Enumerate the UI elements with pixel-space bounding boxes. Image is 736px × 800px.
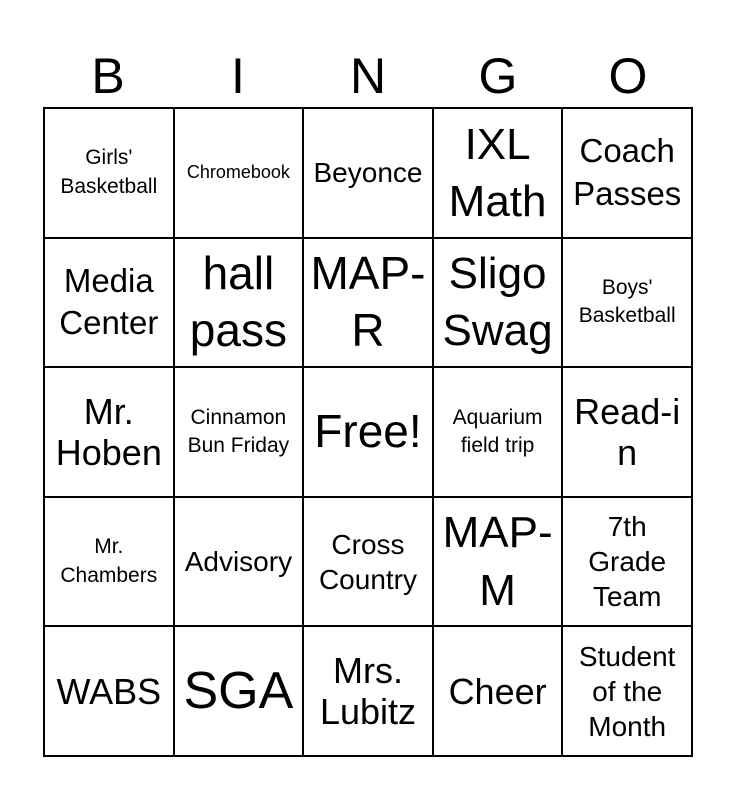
bingo-cell[interactable] (434, 239, 564, 369)
bingo-cell[interactable] (175, 109, 305, 239)
bingo-cell[interactable] (45, 627, 175, 757)
cell-label: hall pass (189, 246, 287, 357)
bingo-cell[interactable] (175, 368, 305, 498)
bingo-cell[interactable] (563, 627, 693, 757)
bingo-cell[interactable] (304, 109, 434, 239)
cell-label: Cross Country (318, 528, 417, 595)
cell-label: Cheer (448, 670, 547, 712)
cell-label: IXL Math (448, 119, 547, 226)
bingo-cell[interactable] (434, 368, 564, 498)
cell-label: Boys' Basketball (578, 276, 676, 328)
cell-label: Mr. Chambers (60, 535, 158, 587)
bingo-cell[interactable] (304, 627, 434, 757)
bingo-cell[interactable] (45, 368, 175, 498)
cell-label: Advisory (184, 546, 293, 578)
bingo-cell[interactable] (45, 239, 175, 369)
cell-label: MAP-M (442, 508, 553, 615)
bingo-cell[interactable] (45, 498, 175, 628)
cell-label: SGA (183, 661, 294, 720)
header-letter-o: O (608, 48, 648, 104)
cell-label: Mr. Hoben (55, 390, 162, 473)
bingo-cell[interactable] (434, 498, 564, 628)
cell-label: Aquarium field trip (452, 405, 543, 457)
bingo-cell[interactable] (175, 627, 305, 757)
cell-label: Media Center (59, 261, 159, 342)
bingo-header (43, 46, 693, 106)
bingo-cell[interactable] (304, 368, 434, 498)
bingo-cell[interactable] (434, 627, 564, 757)
header-letter-n: N (349, 48, 387, 104)
header-letter-g: G (478, 48, 518, 104)
cell-label: 7th Grade Team (588, 511, 667, 613)
cell-label: Read-in (574, 390, 681, 473)
bingo-cell[interactable] (434, 109, 564, 239)
bingo-card (43, 107, 693, 757)
cell-label: WABS (56, 670, 162, 712)
cell-label: Girls' Basketball (60, 146, 158, 198)
header-letter-i: I (231, 48, 245, 104)
cell-label: MAP-R (310, 246, 426, 357)
cell-label: Chromebook (186, 162, 290, 183)
bingo-cell[interactable] (304, 239, 434, 369)
cell-label: Cinnamon Bun Friday (187, 405, 290, 457)
cell-label: Mrs. Lubitz (319, 649, 417, 733)
bingo-cell[interactable] (45, 109, 175, 239)
cell-label: Beyonce (313, 157, 423, 189)
bingo-cell[interactable] (563, 498, 693, 628)
bingo-cell[interactable] (175, 239, 305, 369)
bingo-cell[interactable] (563, 239, 693, 369)
cell-label: Student of the Month (578, 640, 676, 742)
cell-label: Coach Passes (573, 131, 682, 212)
bingo-cell[interactable] (304, 498, 434, 628)
cell-label: Sligo Swag (442, 249, 553, 356)
bingo-cell[interactable] (563, 109, 693, 239)
cell-label: Free! (314, 405, 422, 458)
bingo-cell[interactable] (563, 368, 693, 498)
bingo-cell[interactable] (175, 498, 305, 628)
header-letter-b: B (91, 48, 125, 104)
